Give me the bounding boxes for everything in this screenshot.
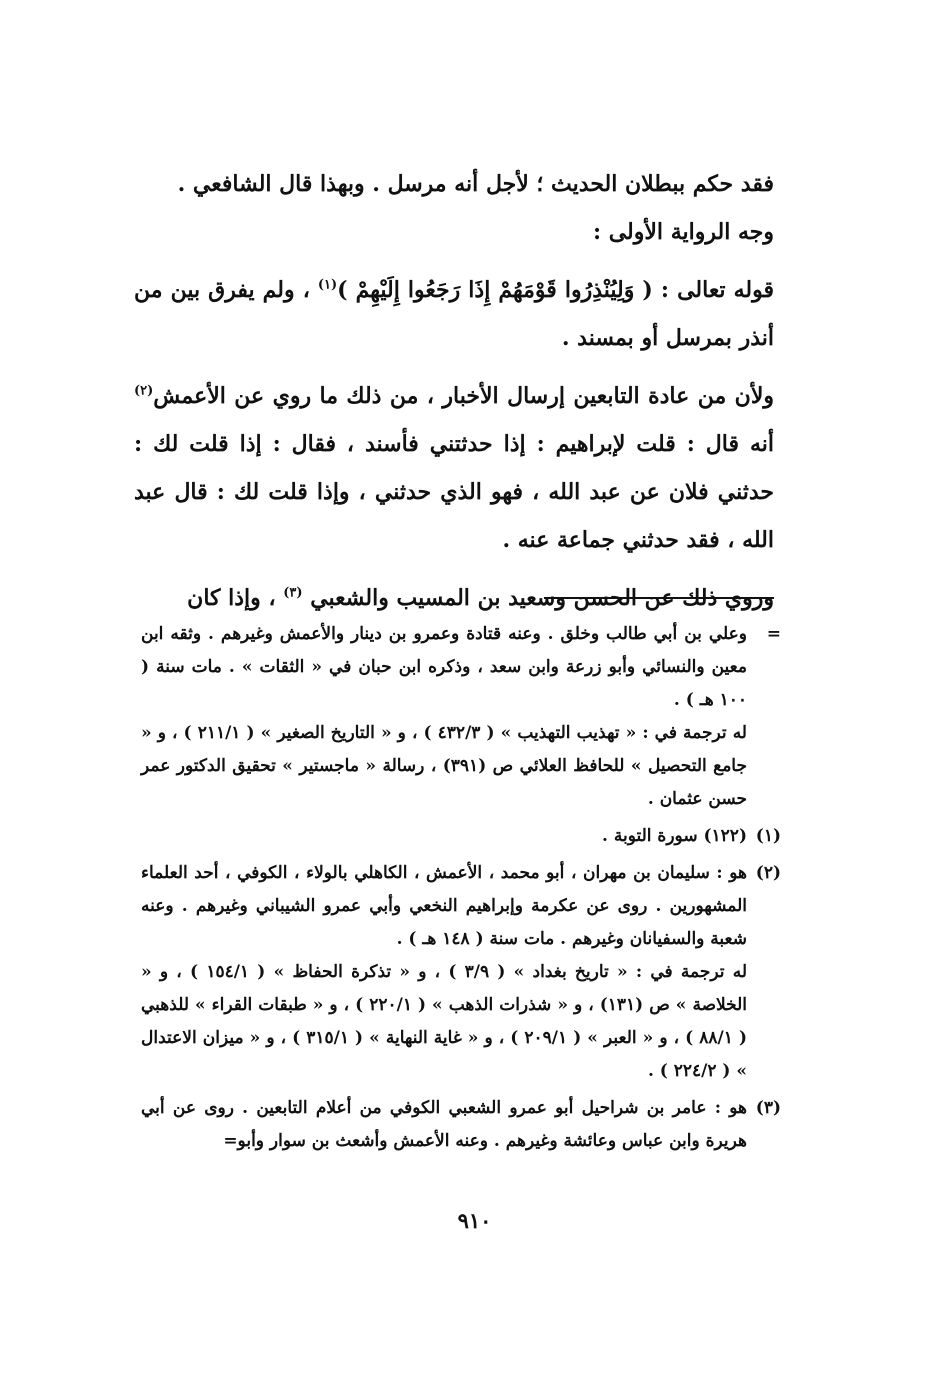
footnote-text: (١٢٢) سورة التوبة .: [602, 826, 747, 846]
footnote-text: هو : عامر بن شراحيل أبو عمرو الشعبي الكوفي من أعلام التابعين . روى عن أبي هريرة وابن عباس وعائشة وغيرهم . وعنه الأعمش وأشعث بن سوار وأبو=: [141, 1098, 747, 1151]
footnote-ref-3: (٣): [283, 585, 303, 601]
paragraph-2: وجه الرواية الأولى :: [592, 219, 774, 245]
footnote-text: له ترجمة في : « تهذيب التهذيب » ( ٤٣٢/٣ ) ، و « التاريخ الصغير » ( ٢١١/١ ) ، و « جامع التحصيل » للحافظ العلائي ص (٣٩١) ، رسالة « ماجستير » تحقيق الدكتور عمر حسن عثمان .: [141, 723, 747, 809]
footnote-1: [141, 820, 781, 853]
footnote-separator: [544, 597, 774, 599]
footnote-marker: (٢): [755, 863, 781, 883]
footnote-marker: (٣): [755, 1098, 781, 1118]
footnote-text: وعلي بن أبي طالب وخلق . وعنه قتادة وعمرو بن دينار والأعمش وغيرهم . وثقه ابن معين والنسائي وأبو زرعة وابن سعد ، وذكره ابن حبان في « الثقات » . مات سنة ( ١٠٠ هـ ) .: [141, 624, 747, 710]
quran-verse: قوله تعالى : ( وَلِيُنْذِرُوا قَوْمَهُمْ إِذَا رَجَعُوا إِلَيْهِمْ ): [337, 277, 774, 303]
paragraph-3: قوله تعالى : ( وَلِيُنْذِرُوا قَوْمَهُمْ إِذَا رَجَعُوا إِلَيْهِمْ )$^{(١)}$ ، ولم يفرق بين من أنذر بمرسل أو بمسند .: [134, 277, 774, 351]
footnote-continuation: [141, 618, 781, 816]
footnote-marker: =: [766, 624, 781, 644]
paragraph-5: وروي ذلك عن الحسن وسعيد بن المسيب والشعبي $^{(٣)}$ ، وإذا كان: [187, 585, 774, 611]
footnote-2: [141, 857, 781, 1088]
page-number: ٩١٠: [457, 1208, 492, 1233]
footnote-ref-2: (٢): [134, 383, 154, 399]
footnotes: [141, 618, 781, 1162]
footnote-text: هو : سليمان بن مهران ، أبو محمد ، الأعمش ، الكاهلي بالولاء ، الكوفي ، أحد العلماء المشهورين . روى عن عكرمة وإبراهيم النخعي وأبي عمرو الشيباني وغيرهم . وعنه شعبة والسفيانان وغيرهم . مات سنة ( ١٤٨ هـ ) .: [141, 863, 747, 949]
footnote-ref-1: (١): [317, 277, 338, 293]
footnote-marker: (١): [755, 826, 781, 846]
footnote-text: له ترجمة في : « تاريخ بغداد » ( ٣/٩ ) ، و « تذكرة الحفاظ » ( ١٥٤/١ ) ، و « الخلاصة » ص (١٣١) ، و « شذرات الذهب » ( ٢٢٠/١ ) ، و « طبقات القراء » للذهبي ( ٨٨/١ ) ، و « العبر » ( ٢٠٩/١ ) ، و « غاية النهاية » ( ٣١٥/١ ) ، و « ميزان الاعتدال » ( ٢٢٤/٢ ) .: [141, 962, 748, 1081]
footnote-3: [141, 1092, 781, 1158]
paragraph-1: فقد حكم ببطلان الحديث ؛ لأجل أنه مرسل . وبهذا قال الشافعي .: [177, 171, 774, 197]
paragraph-4: ولأن من عادة التابعين إرسال الأخبار ، من ذلك ما روي عن الأعمش$^{(٢)}$ أنه قال : قلت لإبراهيم : إذا حدثتني فأسند ، فقال : إذا قلت لك : حدثني فلان عن عبد الله ، فهو الذي حدثني ، وإذا قلت لك : قال عبد الله ، فقد حدثني جماعة عنه .: [134, 383, 774, 553]
main-text: [134, 160, 774, 622]
